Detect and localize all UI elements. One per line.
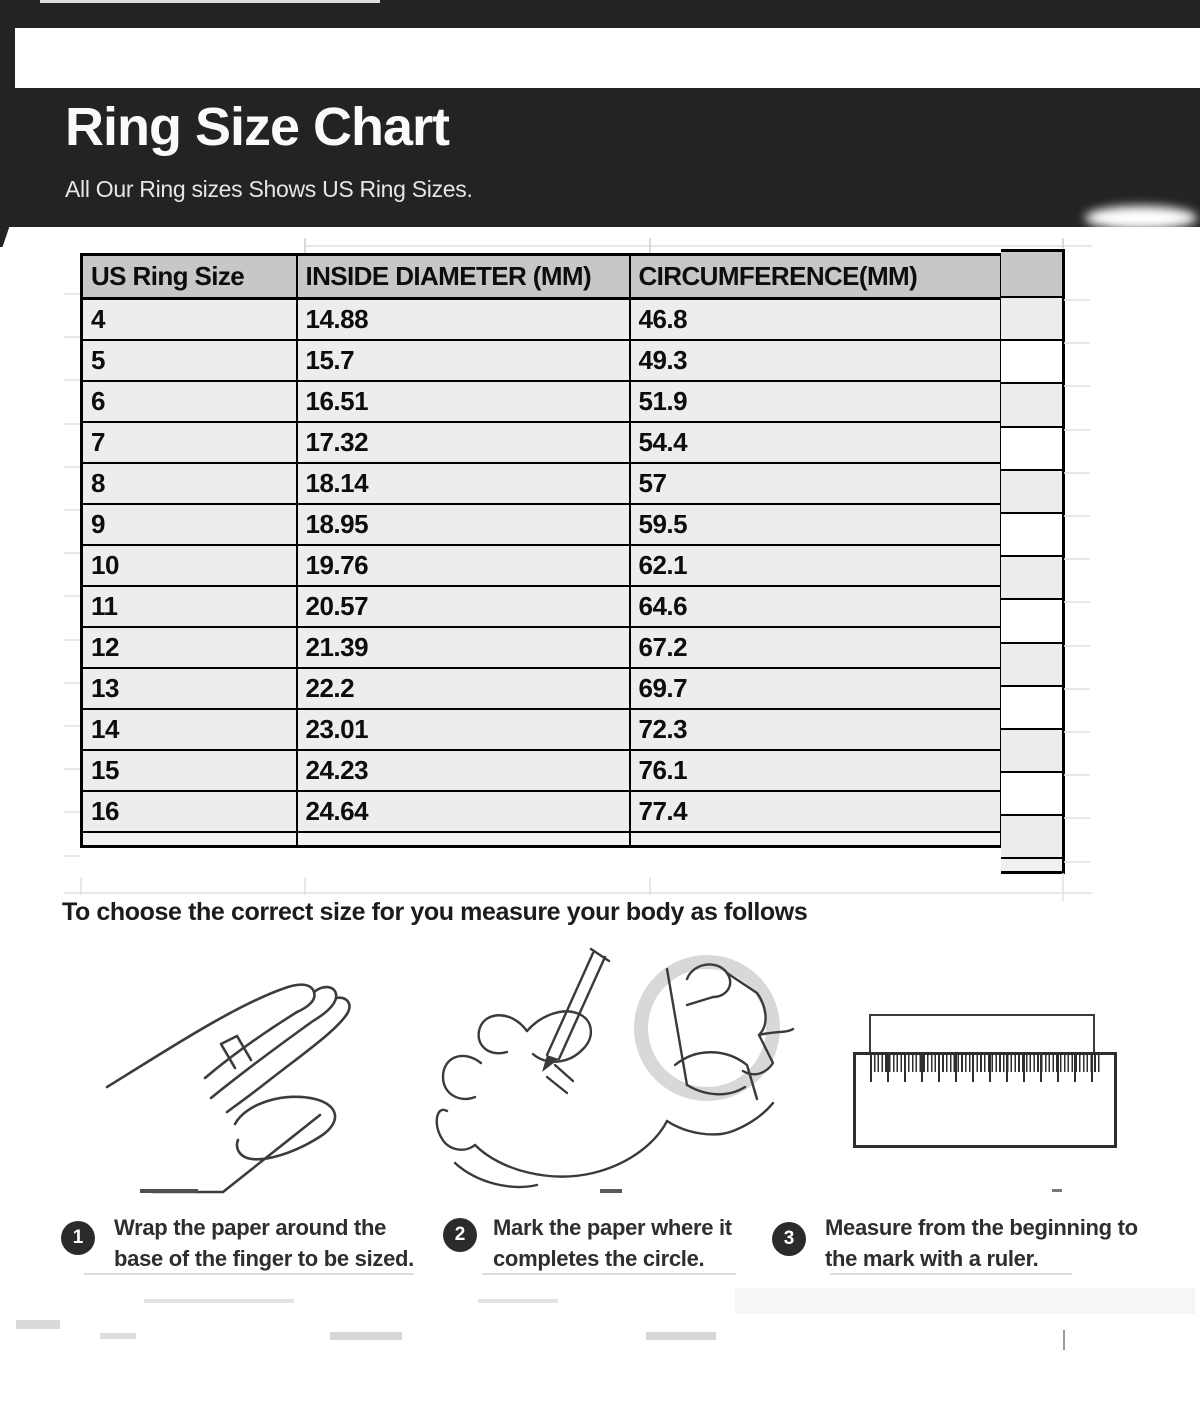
table-cell: 20.57: [297, 586, 630, 627]
table-cell: 67.2: [630, 627, 1002, 668]
gridline-artifact: [64, 811, 80, 813]
table-row: [82, 627, 1002, 668]
table-cell: 10: [82, 545, 297, 586]
ring-size-table-body: [82, 299, 1002, 847]
smudge-artifact: [330, 1332, 402, 1340]
extra-column-cell: [1001, 859, 1062, 871]
gridline-artifact: [1064, 385, 1090, 387]
gridline-artifact: [1064, 558, 1090, 560]
extra-column-cell: [1001, 298, 1062, 341]
table-row: [82, 463, 1002, 504]
smudge-artifact: [100, 1333, 136, 1339]
gridline-artifact: [649, 877, 651, 895]
table-cell: 16.51: [297, 381, 630, 422]
gridline-artifact: [64, 892, 1092, 894]
table-cell: 5: [82, 340, 297, 381]
table-cell: 16: [82, 791, 297, 832]
gridline-artifact: [64, 768, 80, 770]
table-row: [82, 504, 1002, 545]
smudge-artifact: [478, 1299, 558, 1303]
table-cell: 11: [82, 586, 297, 627]
gridline-artifact: [649, 238, 651, 253]
gridline-artifact: [64, 336, 80, 338]
table-row: [82, 340, 1002, 381]
table-cell: 21.39: [297, 627, 630, 668]
gridline-artifact: [1064, 429, 1090, 431]
table-row: [82, 381, 1002, 422]
table-cell: 46.8: [630, 299, 1002, 341]
table-cell: 57: [630, 463, 1002, 504]
gridline-artifact: [1064, 515, 1090, 517]
table-cell: 6: [82, 381, 297, 422]
table-cell: 14: [82, 709, 297, 750]
table-cell: 7: [82, 422, 297, 463]
table-header-row: [82, 255, 1002, 299]
table-cell: 24.64: [297, 791, 630, 832]
extra-column-cell: [1001, 600, 1062, 643]
table-cell: 18.14: [297, 463, 630, 504]
table-cell: 15: [82, 750, 297, 791]
step-2-badge: 2: [443, 1218, 477, 1252]
table-row: [82, 791, 1002, 832]
smudge-artifact: [646, 1332, 716, 1340]
step-3-badge: 3: [772, 1222, 806, 1256]
gridline-artifact: [304, 877, 306, 895]
table-cell: 13: [82, 668, 297, 709]
band-blur-artifact: [1085, 206, 1197, 230]
extra-column: [1001, 249, 1065, 874]
header-band: [0, 88, 1200, 227]
column-header-circumference: CIRCUMFERENCE(MM): [630, 255, 1002, 299]
gridline-artifact: [80, 877, 82, 895]
top-artifact-line: [40, 0, 380, 3]
table-cell: 18.95: [297, 504, 630, 545]
step-3-text: [825, 1212, 1138, 1274]
table-row: [82, 750, 1002, 791]
measure-heading: To choose the correct size for you measure your body as follows: [62, 898, 808, 926]
ring-size-table: [80, 253, 1000, 848]
gridline-artifact: [1062, 873, 1064, 901]
table-cell: 69.7: [630, 668, 1002, 709]
table-cell: 64.6: [630, 586, 1002, 627]
table-cell: [297, 832, 630, 847]
smudge-artifact: [84, 1273, 414, 1275]
smudge-artifact: [830, 1273, 1072, 1275]
smudge-artifact: [1052, 1189, 1062, 1192]
table-cell: 19.76: [297, 545, 630, 586]
gridline-artifact: [1064, 817, 1090, 819]
page-title: Ring Size Chart: [65, 97, 450, 157]
gridline-artifact: [1064, 645, 1090, 647]
step-1-badge: 1: [61, 1221, 95, 1255]
table-cell: 9: [82, 504, 297, 545]
gridline-artifact: [64, 293, 80, 295]
gridline-artifact: [64, 855, 80, 857]
gridline-artifact: [304, 238, 306, 253]
gridline-artifact: [64, 682, 80, 684]
gridline-artifact: [64, 595, 80, 597]
gridline-artifact: [1064, 472, 1090, 474]
step-1-line-2: base of the finger to be sized.: [114, 1246, 414, 1271]
gridline-artifact: [1064, 731, 1090, 733]
hand-outline-icon: [95, 952, 435, 1202]
step-3-line-2: the mark with a ruler.: [825, 1246, 1039, 1271]
column-header-diameter: INSIDE DIAMETER (MM): [297, 255, 630, 299]
table-cell: 4: [82, 299, 297, 341]
smudge-artifact: [16, 1320, 60, 1329]
step-1-text: [114, 1212, 414, 1274]
gridline-artifact: [64, 639, 80, 641]
table-cell: 72.3: [630, 709, 1002, 750]
table-empty-row: [82, 832, 1002, 847]
table-cell: 22.2: [297, 668, 630, 709]
smudge-artifact: [735, 1288, 1195, 1314]
gridline-artifact: [64, 466, 80, 468]
table-cell: 76.1: [630, 750, 1002, 791]
table-cell: 17.32: [297, 422, 630, 463]
table-cell: 49.3: [630, 340, 1002, 381]
gridline-artifact: [1064, 299, 1090, 301]
table-cell: [82, 832, 297, 847]
step-2-line-1: Mark the paper where it: [493, 1215, 732, 1240]
extra-column-cell: [1001, 384, 1062, 427]
table-cell: 12: [82, 627, 297, 668]
extra-column-cell: [1001, 471, 1062, 514]
smudge-artifact: [140, 1189, 198, 1193]
table-cell: 54.4: [630, 422, 1002, 463]
gridline-artifact: [1064, 688, 1090, 690]
step-1-line-1: Wrap the paper around the: [114, 1215, 387, 1240]
step-2-text: [493, 1212, 732, 1274]
ruler-ticks-major: [870, 1055, 1100, 1082]
table-cell: 23.01: [297, 709, 630, 750]
table-row: [82, 299, 1002, 341]
pencil-tip-icon: [542, 1055, 559, 1072]
table-cell: [630, 832, 1002, 847]
extra-column-cell: [1001, 252, 1062, 298]
gridline-artifact: [64, 552, 80, 554]
table-cell: 24.23: [297, 750, 630, 791]
page-subtitle: All Our Ring sizes Shows US Ring Sizes.: [65, 176, 473, 202]
extra-column-cell: [1001, 730, 1062, 773]
hand-marking-paper-with-pen-icon: [435, 935, 810, 1205]
table-row: [82, 586, 1002, 627]
step-3-line-1: Measure from the beginning to: [825, 1215, 1138, 1240]
extra-column-cell: [1001, 557, 1062, 600]
table-cell: 8: [82, 463, 297, 504]
gridline-artifact: [1064, 861, 1090, 863]
table-row: [82, 545, 1002, 586]
gridline-artifact: [64, 379, 80, 381]
table-cell: 62.1: [630, 545, 1002, 586]
extra-column-cell: [1001, 341, 1062, 384]
table-cell: 14.88: [297, 299, 630, 341]
ruler-with-paper-strip-icon: [853, 1052, 1117, 1148]
gridline-artifact: [64, 725, 80, 727]
gridline-artifact: [1064, 342, 1090, 344]
extra-column-cell: [1001, 773, 1062, 816]
table-cell: 59.5: [630, 504, 1002, 545]
gridline-artifact: [64, 509, 80, 511]
gridline-artifact: [1064, 601, 1090, 603]
step-2-line-2: completes the circle.: [493, 1246, 705, 1271]
table-row: [82, 668, 1002, 709]
band-notch-artifact: [0, 225, 10, 247]
table-row: [82, 422, 1002, 463]
table-row: [82, 709, 1002, 750]
smudge-artifact: [482, 1273, 736, 1275]
column-header-size: US Ring Size: [82, 255, 297, 299]
smudge-artifact: [144, 1299, 294, 1303]
smudge-artifact: [1063, 1330, 1065, 1350]
top-white-strip: [15, 28, 1200, 88]
extra-column-cell: [1001, 428, 1062, 471]
extra-column-cell: [1001, 644, 1062, 687]
extra-column-cell: [1001, 687, 1062, 730]
extra-column-cell: [1001, 816, 1062, 859]
gridline-artifact: [1064, 774, 1090, 776]
gridline-artifact: [305, 245, 1092, 247]
extra-column-cell: [1001, 514, 1062, 557]
table-cell: 15.7: [297, 340, 630, 381]
table-cell: 77.4: [630, 791, 1002, 832]
smudge-artifact: [600, 1189, 622, 1193]
table-cell: 51.9: [630, 381, 1002, 422]
gridline-artifact: [64, 423, 80, 425]
